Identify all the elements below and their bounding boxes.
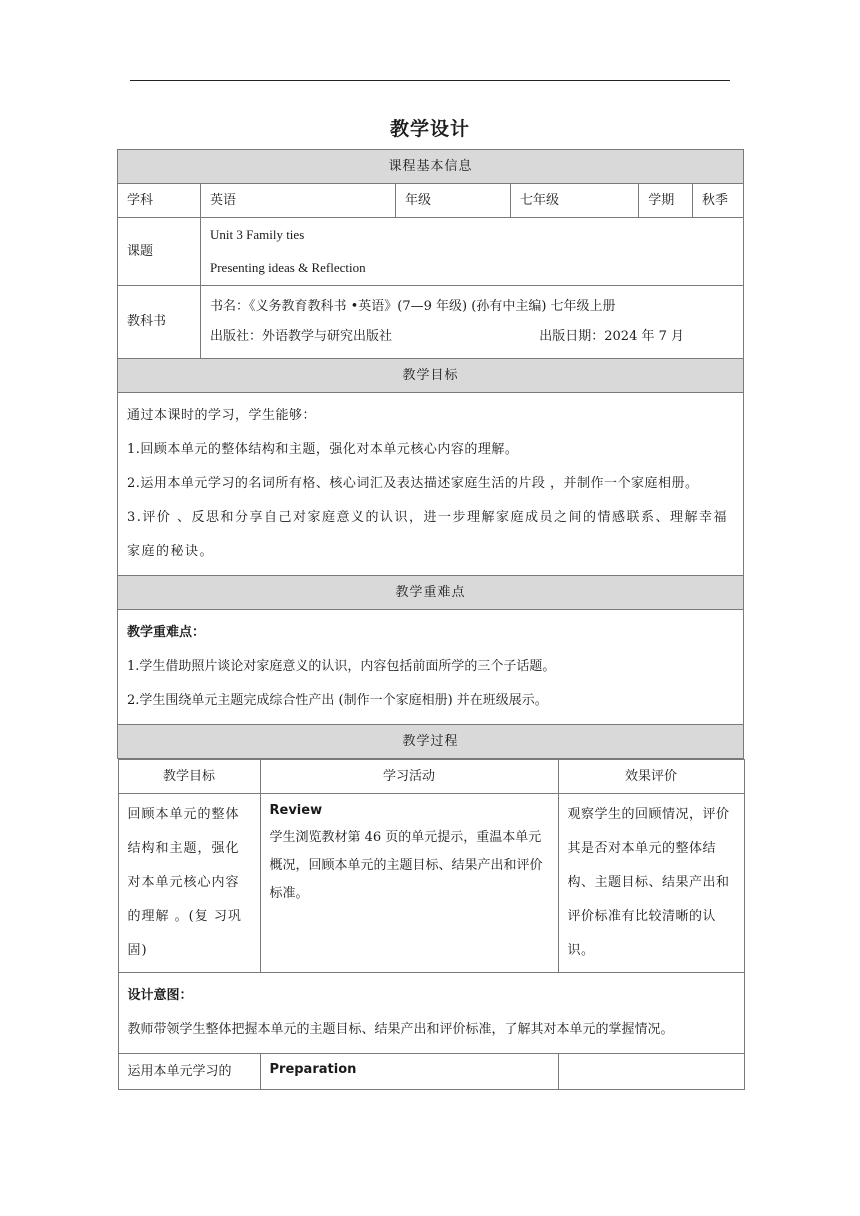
header-rule bbox=[130, 80, 730, 81]
process-columns-row bbox=[118, 760, 744, 794]
review-objective-text: 回顾本单元的整体结构和主题，强化对本单元核心内容的理解 。(复 习巩固) bbox=[127, 807, 242, 958]
publish-date: 出版日期：2024 年 7 月 bbox=[539, 329, 685, 344]
preparation-objective: 运用本单元学习的 bbox=[118, 1054, 260, 1090]
keypoints-header: 教学重难点 bbox=[118, 576, 744, 610]
subject-value: 英语 bbox=[201, 184, 396, 218]
textbook-row bbox=[118, 286, 744, 359]
preparation-evaluation bbox=[558, 1054, 744, 1090]
topic-row bbox=[118, 218, 744, 286]
review-activity-title: Review bbox=[269, 803, 323, 818]
keypoint-2: 2.学生围绕单元主题完成综合性产出 (制作一个家庭相册) 并在班级展示。 bbox=[127, 693, 548, 708]
textbook-cell bbox=[201, 286, 744, 359]
subject-row bbox=[118, 184, 744, 218]
topic-line-1: Unit 3 Family ties bbox=[210, 227, 305, 242]
objectives-header: 教学目标 bbox=[118, 359, 744, 393]
publisher: 出版社：外语教学与研究出版社 bbox=[210, 329, 393, 344]
review-objective bbox=[118, 794, 260, 973]
objectives-row bbox=[118, 393, 744, 576]
design-intent-text: 教师带领学生整体把握本单元的主题目标、结果产出和评价标准，了解其对本单元的掌握情况。 bbox=[127, 1022, 674, 1037]
process-header-row bbox=[118, 725, 744, 759]
keypoints-cell bbox=[118, 610, 744, 725]
col-objective: 教学目标 bbox=[118, 760, 260, 794]
grade-term-cell bbox=[511, 184, 693, 218]
topic-label: 课题 bbox=[118, 218, 201, 286]
keypoints-header-row bbox=[118, 576, 744, 610]
review-activity bbox=[260, 794, 558, 973]
objectives-header-row bbox=[118, 359, 744, 393]
design-intent-label: 设计意图： bbox=[127, 988, 193, 1003]
review-evaluation-text: 观察学生的回顾情况，评价其是否对本单元的整体结构、主题目标、结果产出和评价标准有比较清晰的认识。 bbox=[567, 807, 730, 958]
grade-value: 七年级 bbox=[511, 184, 639, 217]
preparation-activity-title: Preparation bbox=[260, 1054, 558, 1090]
basic-info-header: 课程基本信息 bbox=[118, 150, 744, 184]
process-row-preparation bbox=[118, 1054, 744, 1090]
keypoints-row bbox=[118, 610, 744, 725]
grade-label bbox=[396, 184, 511, 218]
objectives-cell bbox=[118, 393, 744, 576]
design-intent-row bbox=[118, 973, 744, 1054]
grade-label-text: 年级 bbox=[405, 192, 432, 208]
objective-3: 3.评价 、反思和分享自己对家庭意义的认识，进一步理解家庭成员之间的情感联系、理解幸福家庭的秘诀。 bbox=[127, 510, 729, 559]
term-value: 秋季 bbox=[693, 184, 744, 218]
page-title: 教学设计 bbox=[389, 118, 470, 140]
term-label: 学期 bbox=[648, 192, 675, 208]
topic-cell bbox=[201, 218, 744, 286]
objective-1: 1.回顾本单元的整体结构和主题，强化对本单元核心内容的理解。 bbox=[127, 442, 519, 457]
textbook-label: 教科书 bbox=[118, 286, 201, 359]
process-table bbox=[118, 759, 745, 1090]
keypoint-1: 1.学生借助照片谈论对家庭意义的认识，内容包括前面所学的三个子话题。 bbox=[127, 659, 556, 674]
design-intent-cell bbox=[118, 973, 744, 1054]
review-evaluation bbox=[558, 794, 744, 973]
col-evaluation: 效果评价 bbox=[558, 760, 744, 794]
topic-line-2: Presenting ideas & Reflection bbox=[210, 260, 366, 275]
objective-2: 2.运用本单元学习的名词所有格、核心词汇及表达描述家庭生活的片段 ，并制作一个家庭相册。 bbox=[127, 476, 699, 491]
process-inner-cell bbox=[118, 759, 744, 1091]
col-activity: 学习活动 bbox=[260, 760, 558, 794]
process-header: 教学过程 bbox=[118, 725, 744, 759]
textbook-title: 书名：《义务教育教科书 •英语》(7—9 年级) (孙有中主编) 七年级上册 bbox=[210, 299, 616, 314]
review-activity-text: 学生浏览教材第 46 页的单元提示，重温本单元概况，回顾本单元的主题目标、结果产出和评价标准。 bbox=[269, 830, 543, 901]
process-inner-row bbox=[118, 759, 744, 1091]
keypoints-subheader: 教学重难点： bbox=[127, 625, 206, 640]
process-row-review bbox=[118, 794, 744, 973]
subject-label: 学科 bbox=[118, 184, 201, 218]
basic-info-header-row bbox=[118, 150, 744, 184]
objectives-intro: 通过本课时的学习，学生能够： bbox=[127, 408, 317, 423]
lesson-plan-table bbox=[117, 149, 743, 1090]
publisher-row bbox=[210, 322, 734, 352]
